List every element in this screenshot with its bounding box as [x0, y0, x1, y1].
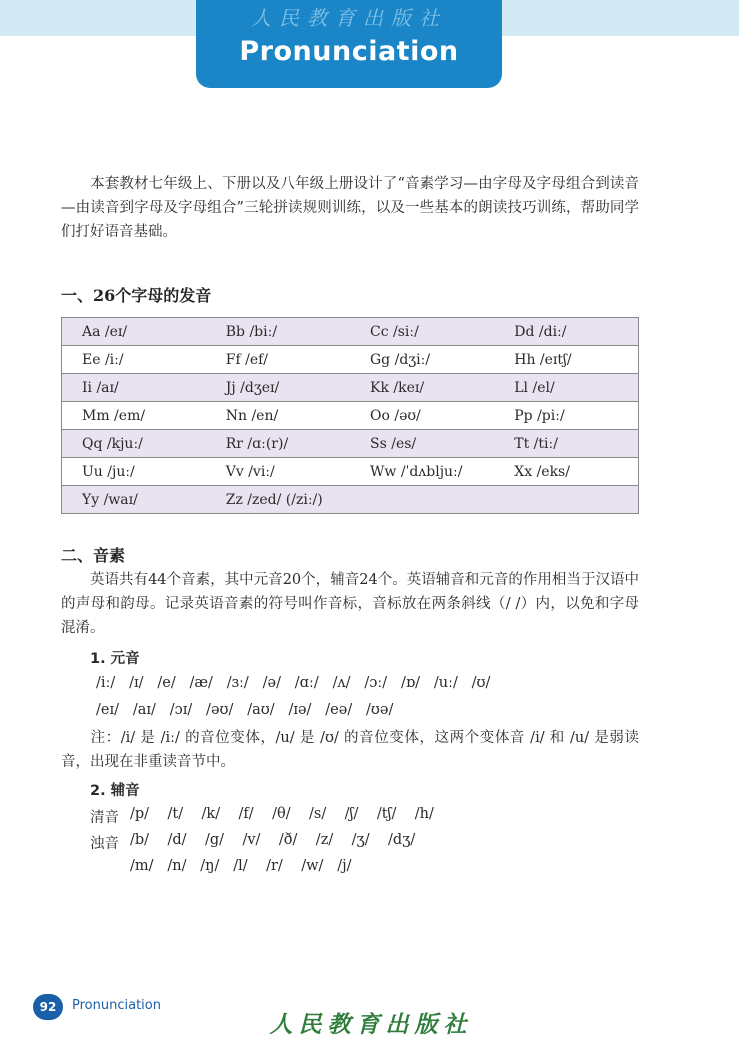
page-number-badge: 92: [33, 994, 63, 1020]
alphabet-cell: Bb /biː/: [206, 318, 350, 346]
title-tab: [196, 0, 502, 88]
vowels-diphthongs: /eɪ/ /aɪ/ /ɔɪ/ /əʊ/ /aʊ/ /ɪə/ /eə/ /ʊə/: [96, 702, 394, 718]
alphabet-cell: Aa /eɪ/: [62, 318, 206, 346]
alphabet-cell: Ww /ˈdʌbljuː/: [350, 458, 494, 486]
alphabet-cell: Hh /eɪtʃ/: [494, 346, 638, 374]
alphabet-cell: [494, 486, 638, 514]
publisher-logo: 人民教育出版社: [269, 1011, 473, 1038]
alphabet-row: [62, 374, 639, 402]
alphabet-cell: Ll /el/: [494, 374, 638, 402]
footer-title: Pronunciation: [72, 998, 161, 1013]
voiced-consonants: /b/ /d/ /g/ /v/ /ð/ /z/ /ʒ/ /dʒ/: [130, 832, 416, 848]
alphabet-cell: Ii /aɪ/: [62, 374, 206, 402]
alphabet-row: [62, 458, 639, 486]
alphabet-cell: Oo /əʊ/: [350, 402, 494, 430]
alphabet-row: [62, 402, 639, 430]
alphabet-cell: Xx /eks/: [494, 458, 638, 486]
vowels-heading: 1. 元音: [90, 651, 140, 667]
alphabet-cell: Cc /siː/: [350, 318, 494, 346]
alphabet-cell: Zz /zed/ (/ziː/): [206, 486, 350, 514]
vowels-monophthongs: /iː/ /ɪ/ /e/ /æ/ /ɜː/ /ə/ /ɑː/ /ʌ/ /ɔː/ /ɒ/ /uː/ /ʊ/: [96, 675, 491, 691]
alphabet-cell: Pp /piː/: [494, 402, 638, 430]
alphabet-row: [62, 318, 639, 346]
note-text: 注：/i/ 是 /iː/ 的音位变体，/u/ 是 /ʊ/ 的音位变体，这两个变体音 /i/ 和 /u/ 是弱读音，出现在非重读音节中。: [61, 730, 639, 770]
voiceless-consonants: /p/ /t/ /k/ /f/ /θ/ /s/ /ʃ/ /tʃ/ /h/: [130, 806, 434, 822]
alphabet-cell: Ss /es/: [350, 430, 494, 458]
alphabet-cell: Dd /diː/: [494, 318, 638, 346]
voiced-label: 浊音: [90, 836, 119, 852]
page-title: Pronunciation: [239, 36, 459, 67]
alphabet-cell: Rr /ɑː(r)/: [206, 430, 350, 458]
alphabet-cell: Mm /em/: [62, 402, 206, 430]
intro-text: 本套教材七年级上、下册以及八年级上册设计了“音素学习—由字母及字母组合到读音—由读音到字母及字母组合”三轮拼读规则训练，以及一些基本的朗读技巧训练，帮助同学们打好语音基础。: [61, 176, 639, 240]
section2-heading: 二、音素: [61, 546, 126, 565]
phoneme-paragraph: [61, 568, 639, 640]
alphabet-cell: Uu /juː/: [62, 458, 206, 486]
alphabet-row: [62, 346, 639, 374]
voiceless-label: 清音: [90, 810, 119, 826]
alphabet-cell: Gg /dʒiː/: [350, 346, 494, 374]
alphabet-cell: Vv /viː/: [206, 458, 350, 486]
alphabet-cell: [350, 486, 494, 514]
alphabet-cell: Nn /en/: [206, 402, 350, 430]
alphabet-cell: Qq /kjuː/: [62, 430, 206, 458]
publisher-watermark: 人民教育出版社: [251, 6, 447, 30]
section1-heading: 一、26个字母的发音: [61, 286, 212, 305]
alphabet-table: [61, 317, 639, 514]
alphabet-row: [62, 486, 639, 514]
consonants-heading: 2. 辅音: [90, 783, 140, 799]
other-consonants: /m/ /n/ /ŋ/ /l/ /r/ /w/ /j/: [130, 858, 352, 874]
note-paragraph: [61, 726, 639, 774]
alphabet-cell: Ff /ef/: [206, 346, 350, 374]
alphabet-row: [62, 430, 639, 458]
alphabet-cell: Jj /dʒeɪ/: [206, 374, 350, 402]
alphabet-cell: Kk /keɪ/: [350, 374, 494, 402]
phoneme-text: 英语共有44个音素，其中元音20个，辅音24个。英语辅音和元音的作用相当于汉语中的声母和韵母。记录英语音素的符号叫作音标，音标放在两条斜线（/ /）内，以免和字母混淆。: [61, 572, 639, 636]
alphabet-cell: Ee /iː/: [62, 346, 206, 374]
intro-paragraph: [61, 172, 639, 244]
alphabet-cell: Tt /tiː/: [494, 430, 638, 458]
alphabet-cell: Yy /waɪ/: [62, 486, 206, 514]
